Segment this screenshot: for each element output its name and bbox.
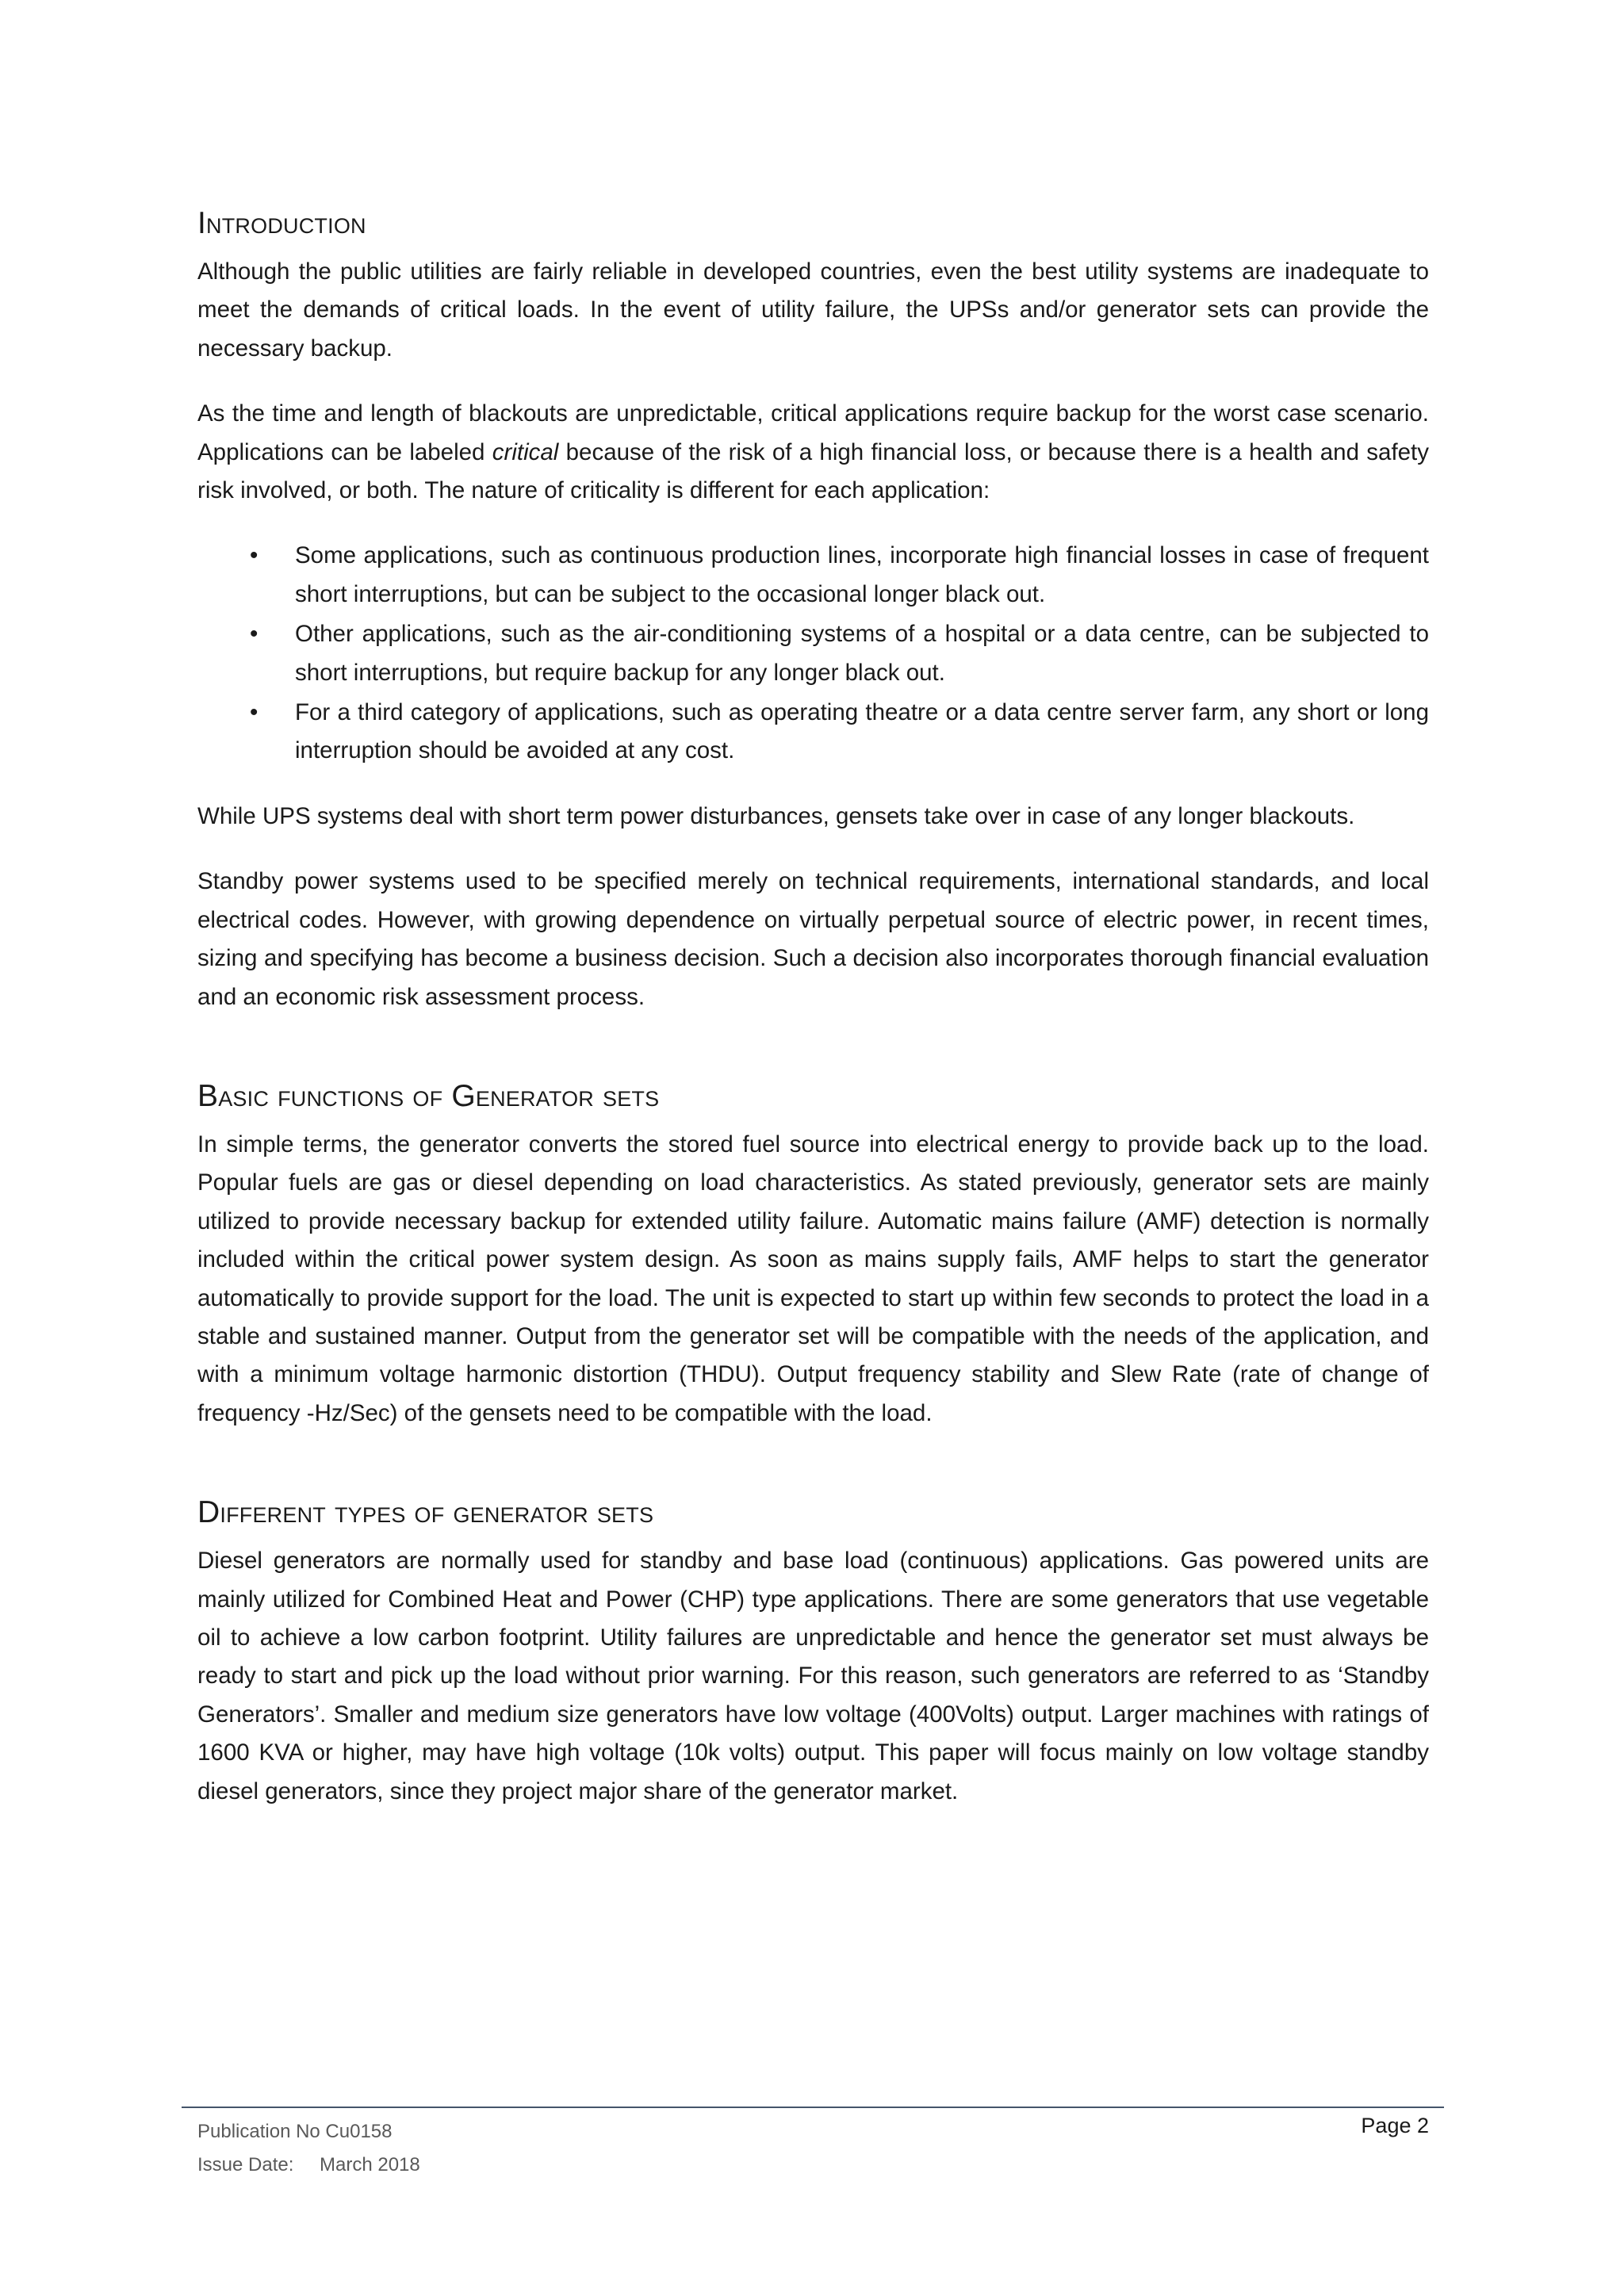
- footer-publication-number: Publication No Cu0158: [197, 2121, 393, 2142]
- standby-power-paragraph: Standby power systems used to be specified merely on technical requirements, international standards, and local electrical codes. However, with growing dependence on virtually perpetual source of electric power, in recent times, sizing and specifying has become a business decision. Such a decision also incorporates thorough financial evaluation and an economic risk assessment process.: [197, 868, 1429, 1010]
- intro-paragraph: Although the public utilities are fairly reliable in developed countries, even the best utility systems are inadequate to meet the demands of critical loads. In the event of utility failure, the UPSs and/or generator sets can provide the necessary backup.: [197, 258, 1429, 362]
- bullet-text: Some applications, such as continuous production lines, incorporate high financial losses in case of frequent short interruptions, but can be subject to the occasional longer black out.: [295, 542, 1429, 607]
- footer-issue-label: Issue Date:: [197, 2154, 294, 2175]
- section-heading-different-types: Different types of generator sets: [197, 1495, 654, 1530]
- footer-page-number: Page 2: [1361, 2114, 1429, 2137]
- bullet-dot-icon: •: [250, 542, 259, 569]
- criticality-bullet-list: [197, 537, 1429, 770]
- criticality-italic-word: critical: [492, 438, 559, 465]
- ups-gensets-paragraph: While UPS systems deal with short term power disturbances, gensets take over in case of any longer blackouts.: [197, 802, 1355, 829]
- section-spacer: [197, 1460, 1429, 1491]
- different-types-paragraph: Diesel generators are normally used for standby and base load (continuous) applications. Gas powered units are mainly utilized for Combined Heat and Power (CHP) type applications. There are some generators that use vegetable oil to achieve a low carbon footprint. Utility failures are unpredictable and hence the generator set must always be ready to start and pick up the load without prior warning. For this reason, such generators are referred to as ‘Standby Generators’. Smaller and medium size generators have low voltage (400Volts) output. Larger machines with ratings of 1600 KVA or higher, may have high voltage (10k volts) output. This paper will focus mainly on low voltage standby diesel generators, since they project major share of the generator market.: [197, 1548, 1429, 1804]
- footer-rule: [182, 2107, 1444, 2108]
- bullet-text: For a third category of applications, such as operating theatre or a data centre server farm, any short or long interruption should be avoided at any cost.: [295, 699, 1429, 764]
- footer-issue-date: March 2018: [320, 2154, 420, 2175]
- bullet-item: [197, 694, 1429, 771]
- section-heading-introduction: Introduction: [197, 206, 366, 240]
- criticality-text-part2: because of the risk of a high financial loss, or because there is a health and safety risk involved, or both. The nature of criticality is different for each application:: [197, 438, 1429, 504]
- footer-issue-date-row: [197, 2149, 420, 2182]
- section-heading-basic-functions: Basic functions of Generator sets: [197, 1078, 660, 1113]
- page-content: [197, 202, 1429, 1838]
- section-spacer: [197, 1043, 1429, 1075]
- bullet-dot-icon: •: [250, 699, 259, 726]
- bullet-item: [197, 615, 1429, 692]
- bullet-text: Other applications, such as the air-conditioning systems of a hospital or a data centre, can be subjected to short interruptions, but require backup for any longer black out.: [295, 621, 1429, 686]
- criticality-text-part1: As the time and length of blackouts are unpredictable, critical applications require backup for the worst case scenario. Applications can be labeled: [197, 400, 1429, 465]
- criticality-paragraph: [197, 395, 1429, 510]
- basic-functions-paragraph: In simple terms, the generator converts the stored fuel source into electrical energy to provide back up to the load. Popular fuels are gas or diesel depending on load characteristics. As stated previously, generator sets are mainly utilized to provide necessary backup for extended utility failure. Automatic mains failure (AMF) detection is normally included within the critical power system design. As soon as mains supply fails, AMF helps to start the generator automatically to provide support for the load. The unit is expected to start up within few seconds to protect the load in a stable and sustained manner. Output from the generator set will be compatible with the needs of the application, and with a minimum voltage harmonic distortion (THDU). Output frequency stability and Slew Rate (rate of change of frequency -Hz/Sec) of the gensets need to be compatible with the load.: [197, 1131, 1429, 1426]
- bullet-dot-icon: •: [250, 621, 259, 648]
- bullet-item: [197, 537, 1429, 614]
- footer-publication-info: [197, 2115, 420, 2182]
